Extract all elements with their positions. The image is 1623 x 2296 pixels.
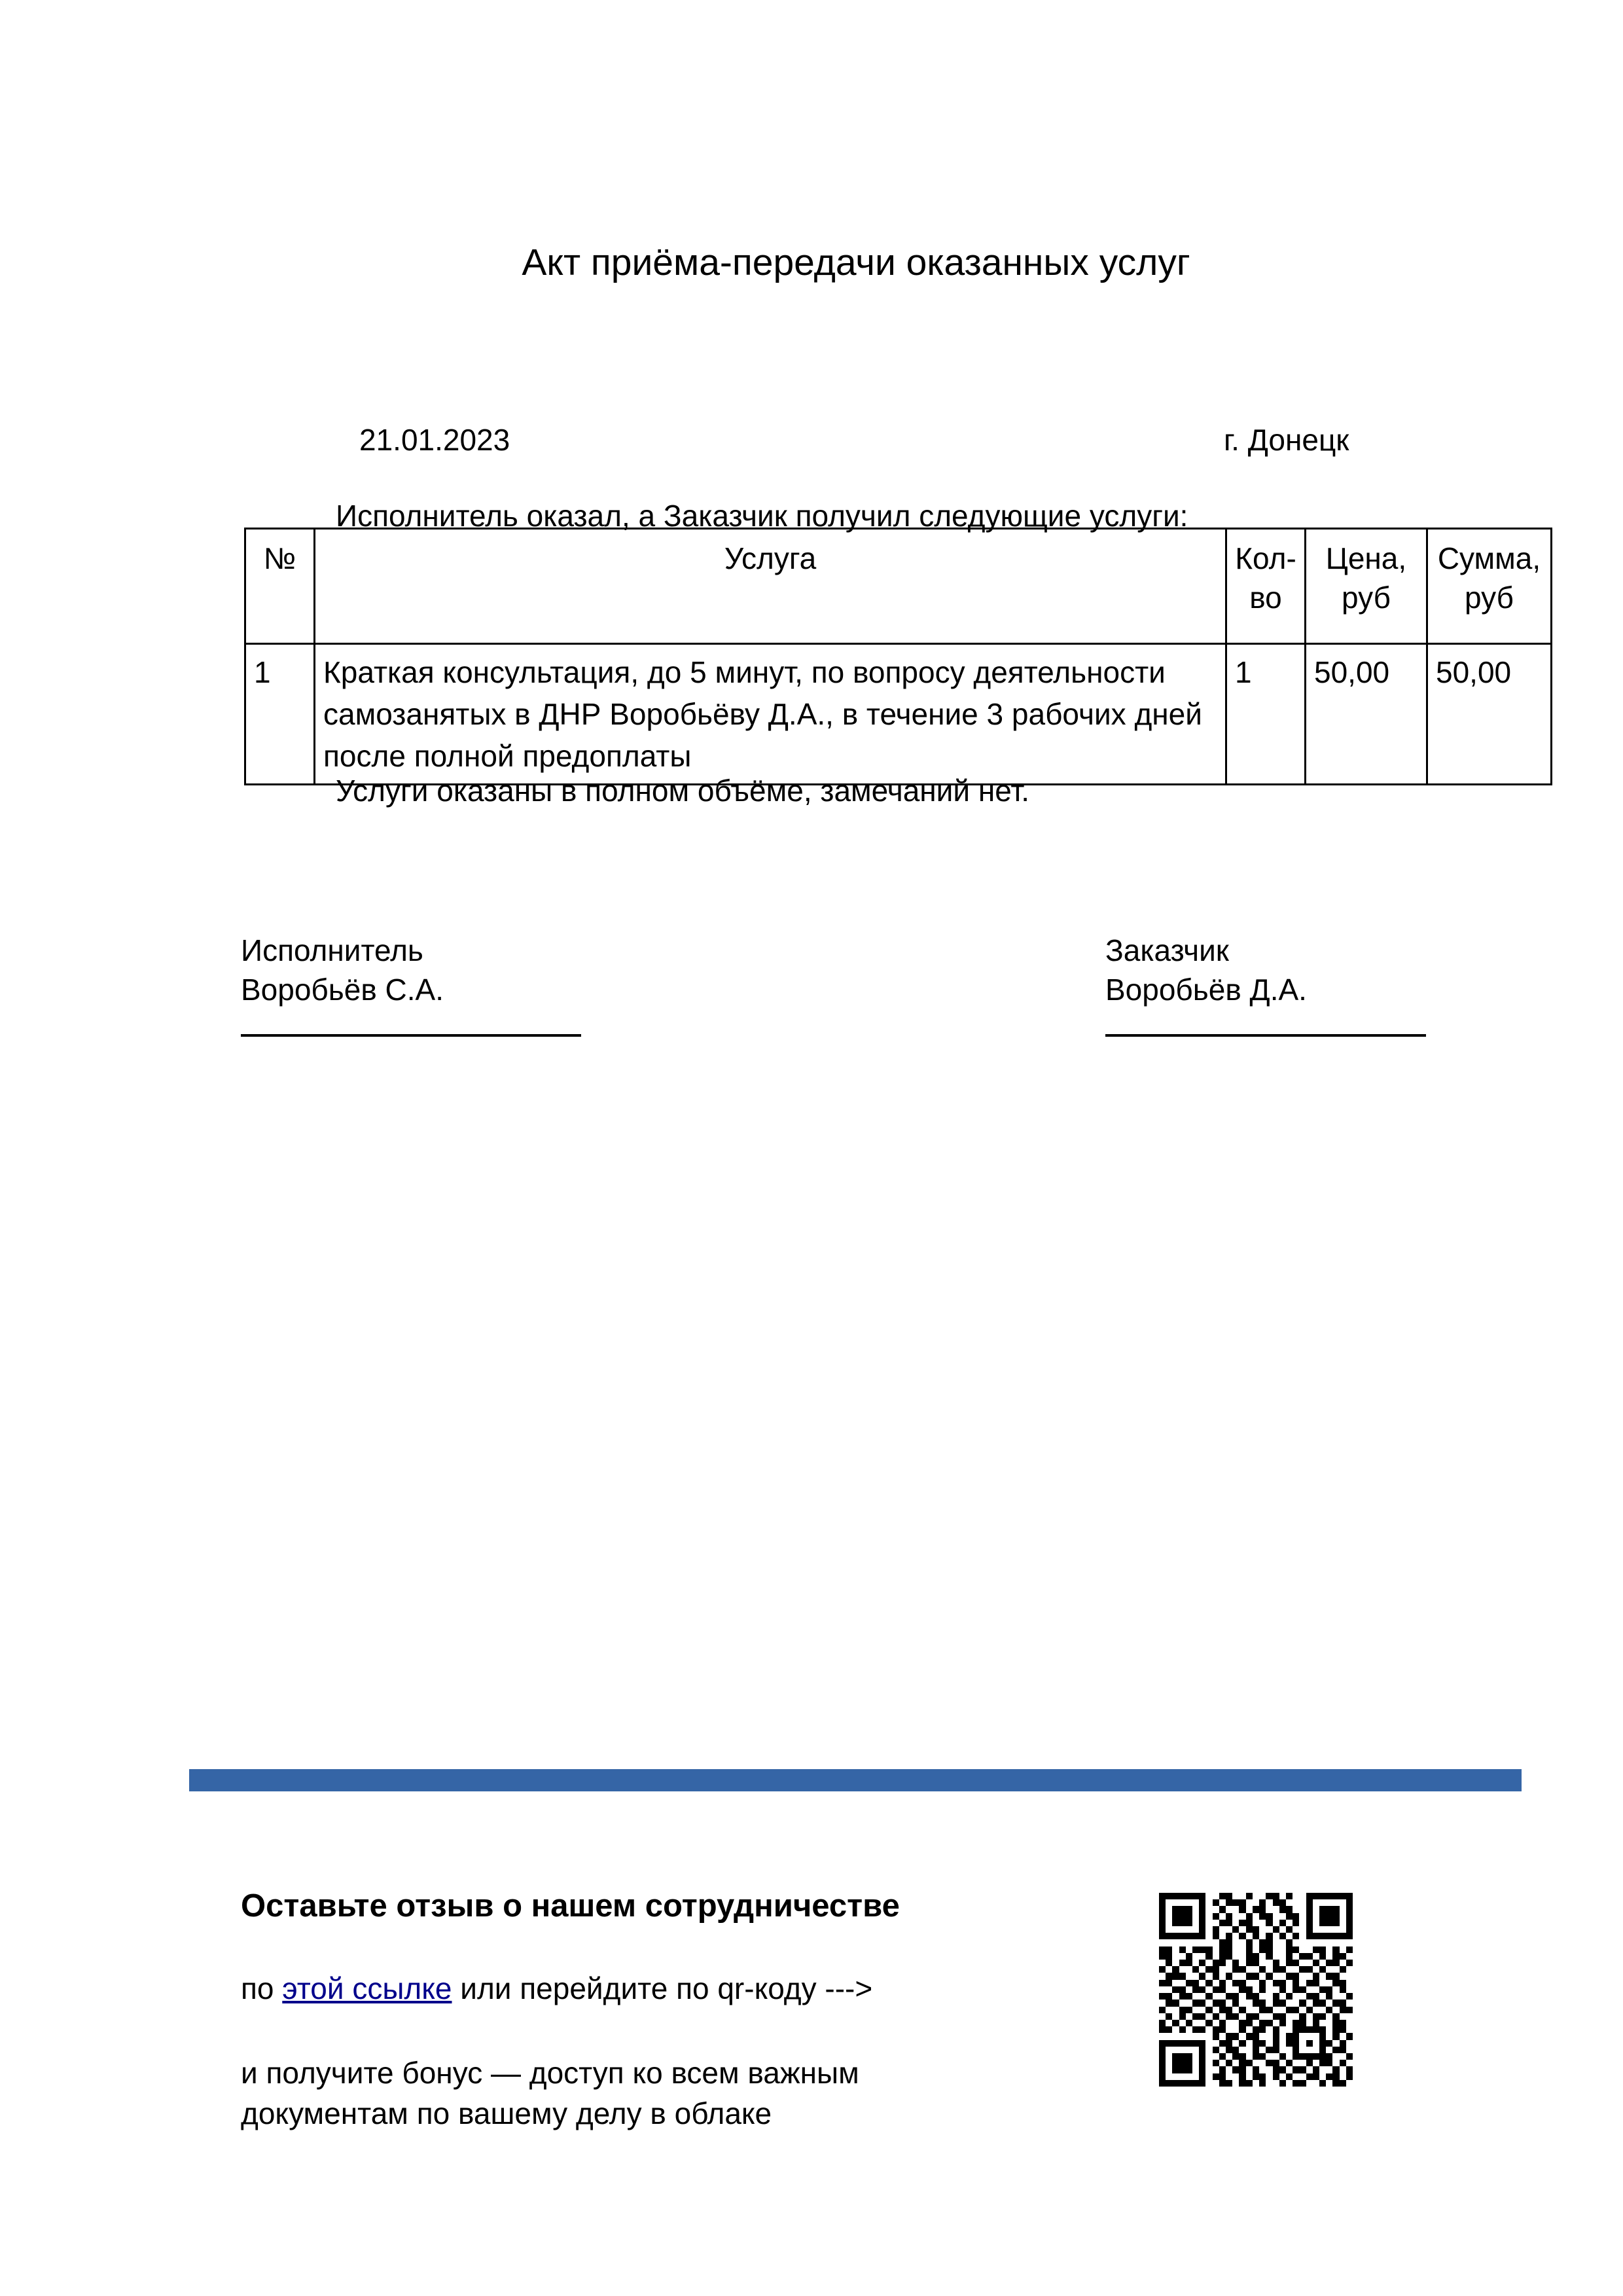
signature-name-executor: Воробьёв С.А.: [241, 973, 444, 1007]
bonus-text: и получите бонус — доступ ко всем важным документам по вашему делу в облаке: [241, 2056, 859, 2130]
table-header-row: [245, 529, 1552, 644]
header-sum: Сумма, руб: [1427, 529, 1552, 644]
completion-note: Услуги оказаны в полном объёме, замечаний нет.: [336, 774, 1030, 808]
page-title: Акт приёма-передачи оказанных услуг: [522, 242, 1190, 283]
signature-name-customer: Воробьёв Д.А.: [1105, 973, 1307, 1007]
document-date: 21.01.2023: [359, 423, 510, 457]
header-number: №: [245, 529, 315, 644]
cell-sum: 50,00: [1427, 644, 1552, 785]
intro-text: Исполнитель оказал, а Заказчик получил следующие услуги:: [336, 499, 1188, 533]
feedback-link-line: [241, 1969, 872, 2008]
signature-role-customer: Заказчик: [1105, 933, 1229, 967]
cell-quantity: 1: [1226, 644, 1306, 785]
signature-role-executor: Исполнитель: [241, 933, 423, 967]
document-city: г. Донецк: [1224, 423, 1349, 457]
link-prefix-text: по: [241, 1971, 283, 2005]
qr-code-icon: [1159, 1893, 1353, 2087]
cell-price: 50,00: [1306, 644, 1427, 785]
signature-line-customer: [1105, 1034, 1426, 1037]
signature-line-executor: [241, 1034, 581, 1037]
header-quantity: Кол-во: [1226, 529, 1306, 644]
cell-service: Краткая консультация, до 5 минут, по вопросу деятельности самозанятых в ДНР Воробьёву Д.А., в течение 3 рабочих дней после полной предоплаты: [315, 644, 1226, 785]
header-price: Цена, руб: [1306, 529, 1427, 644]
feedback-heading: Оставьте отзыв о нашем сотрудничестве: [241, 1888, 900, 1924]
cell-number: 1: [245, 644, 315, 785]
link-suffix-text: или перейдите по qr-коду --->: [452, 1971, 873, 2005]
table-row: [245, 644, 1552, 785]
accent-divider-bar: [189, 1769, 1522, 1791]
header-service: Услуга: [315, 529, 1226, 644]
feedback-link[interactable]: этой ссылке: [282, 1971, 452, 2005]
services-table: [244, 528, 1552, 785]
